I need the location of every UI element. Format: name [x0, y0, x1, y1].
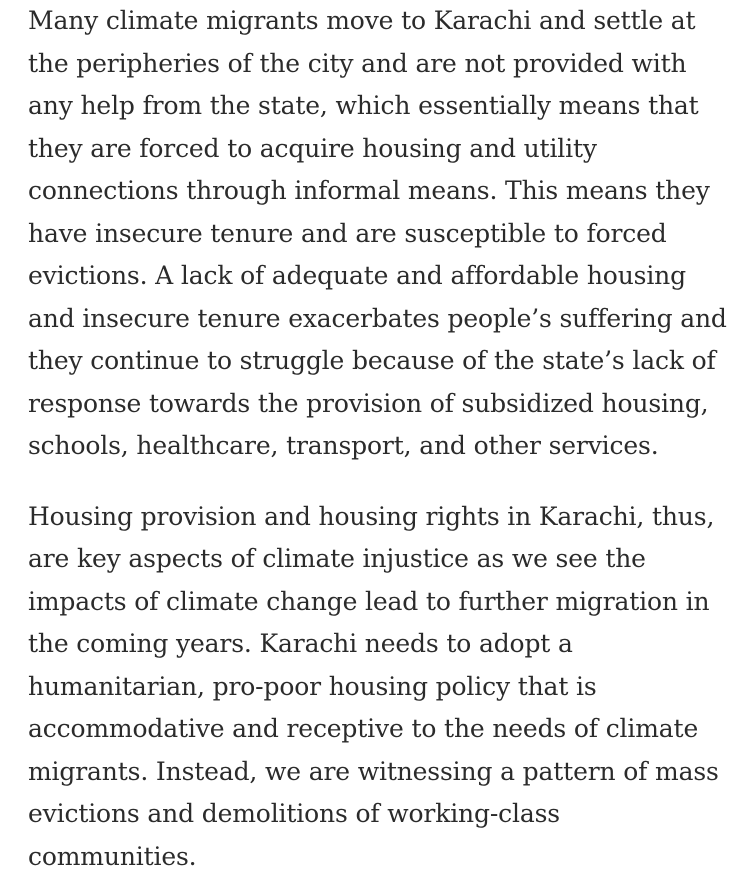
text-line: evictions and demolitions of working-class	[28, 799, 560, 828]
text-line: have insecure tenure and are susceptible to forced	[28, 218, 667, 248]
text-line: Housing provision and housing rights in Karachi, thus,	[28, 501, 715, 531]
text-line: they continue to struggle because of the state’s lack of	[28, 346, 716, 375]
text-line: are key aspects of climate injustice as we see the	[28, 544, 646, 573]
paragraph-spacer	[28, 468, 740, 496]
text-line: the peripheries of the city and are not provided with	[28, 48, 687, 78]
article-body	[28, 0, 740, 878]
paragraph-climate-migrants	[28, 0, 740, 468]
text-line: communities.	[28, 841, 197, 871]
paragraph-housing-rights	[28, 496, 740, 879]
text-line: Many climate migrants move to Karachi and settle at	[28, 6, 696, 35]
text-line: impacts of climate change lead to further migration in	[28, 586, 710, 616]
text-line: they are forced to acquire housing and utility	[28, 133, 597, 163]
text-line: any help from the state, which essentially means that	[28, 91, 699, 120]
text-line: the coming years. Karachi needs to adopt a	[28, 629, 573, 658]
text-line: and insecure tenure exacerbates people’s suffering and	[28, 303, 727, 333]
text-line: connections through informal means. This means they	[28, 176, 710, 205]
text-line: migrants. Instead, we are witnessing a pattern of mass	[28, 756, 719, 786]
text-line: evictions. A lack of adequate and affordable housing	[28, 261, 686, 290]
text-line: accommodative and receptive to the needs of climate	[28, 714, 699, 743]
text-line: humanitarian, pro-poor housing policy that is	[28, 671, 597, 701]
text-line: schools, healthcare, transport, and other services.	[28, 431, 659, 460]
text-line: response towards the provision of subsidized housing,	[28, 388, 709, 418]
